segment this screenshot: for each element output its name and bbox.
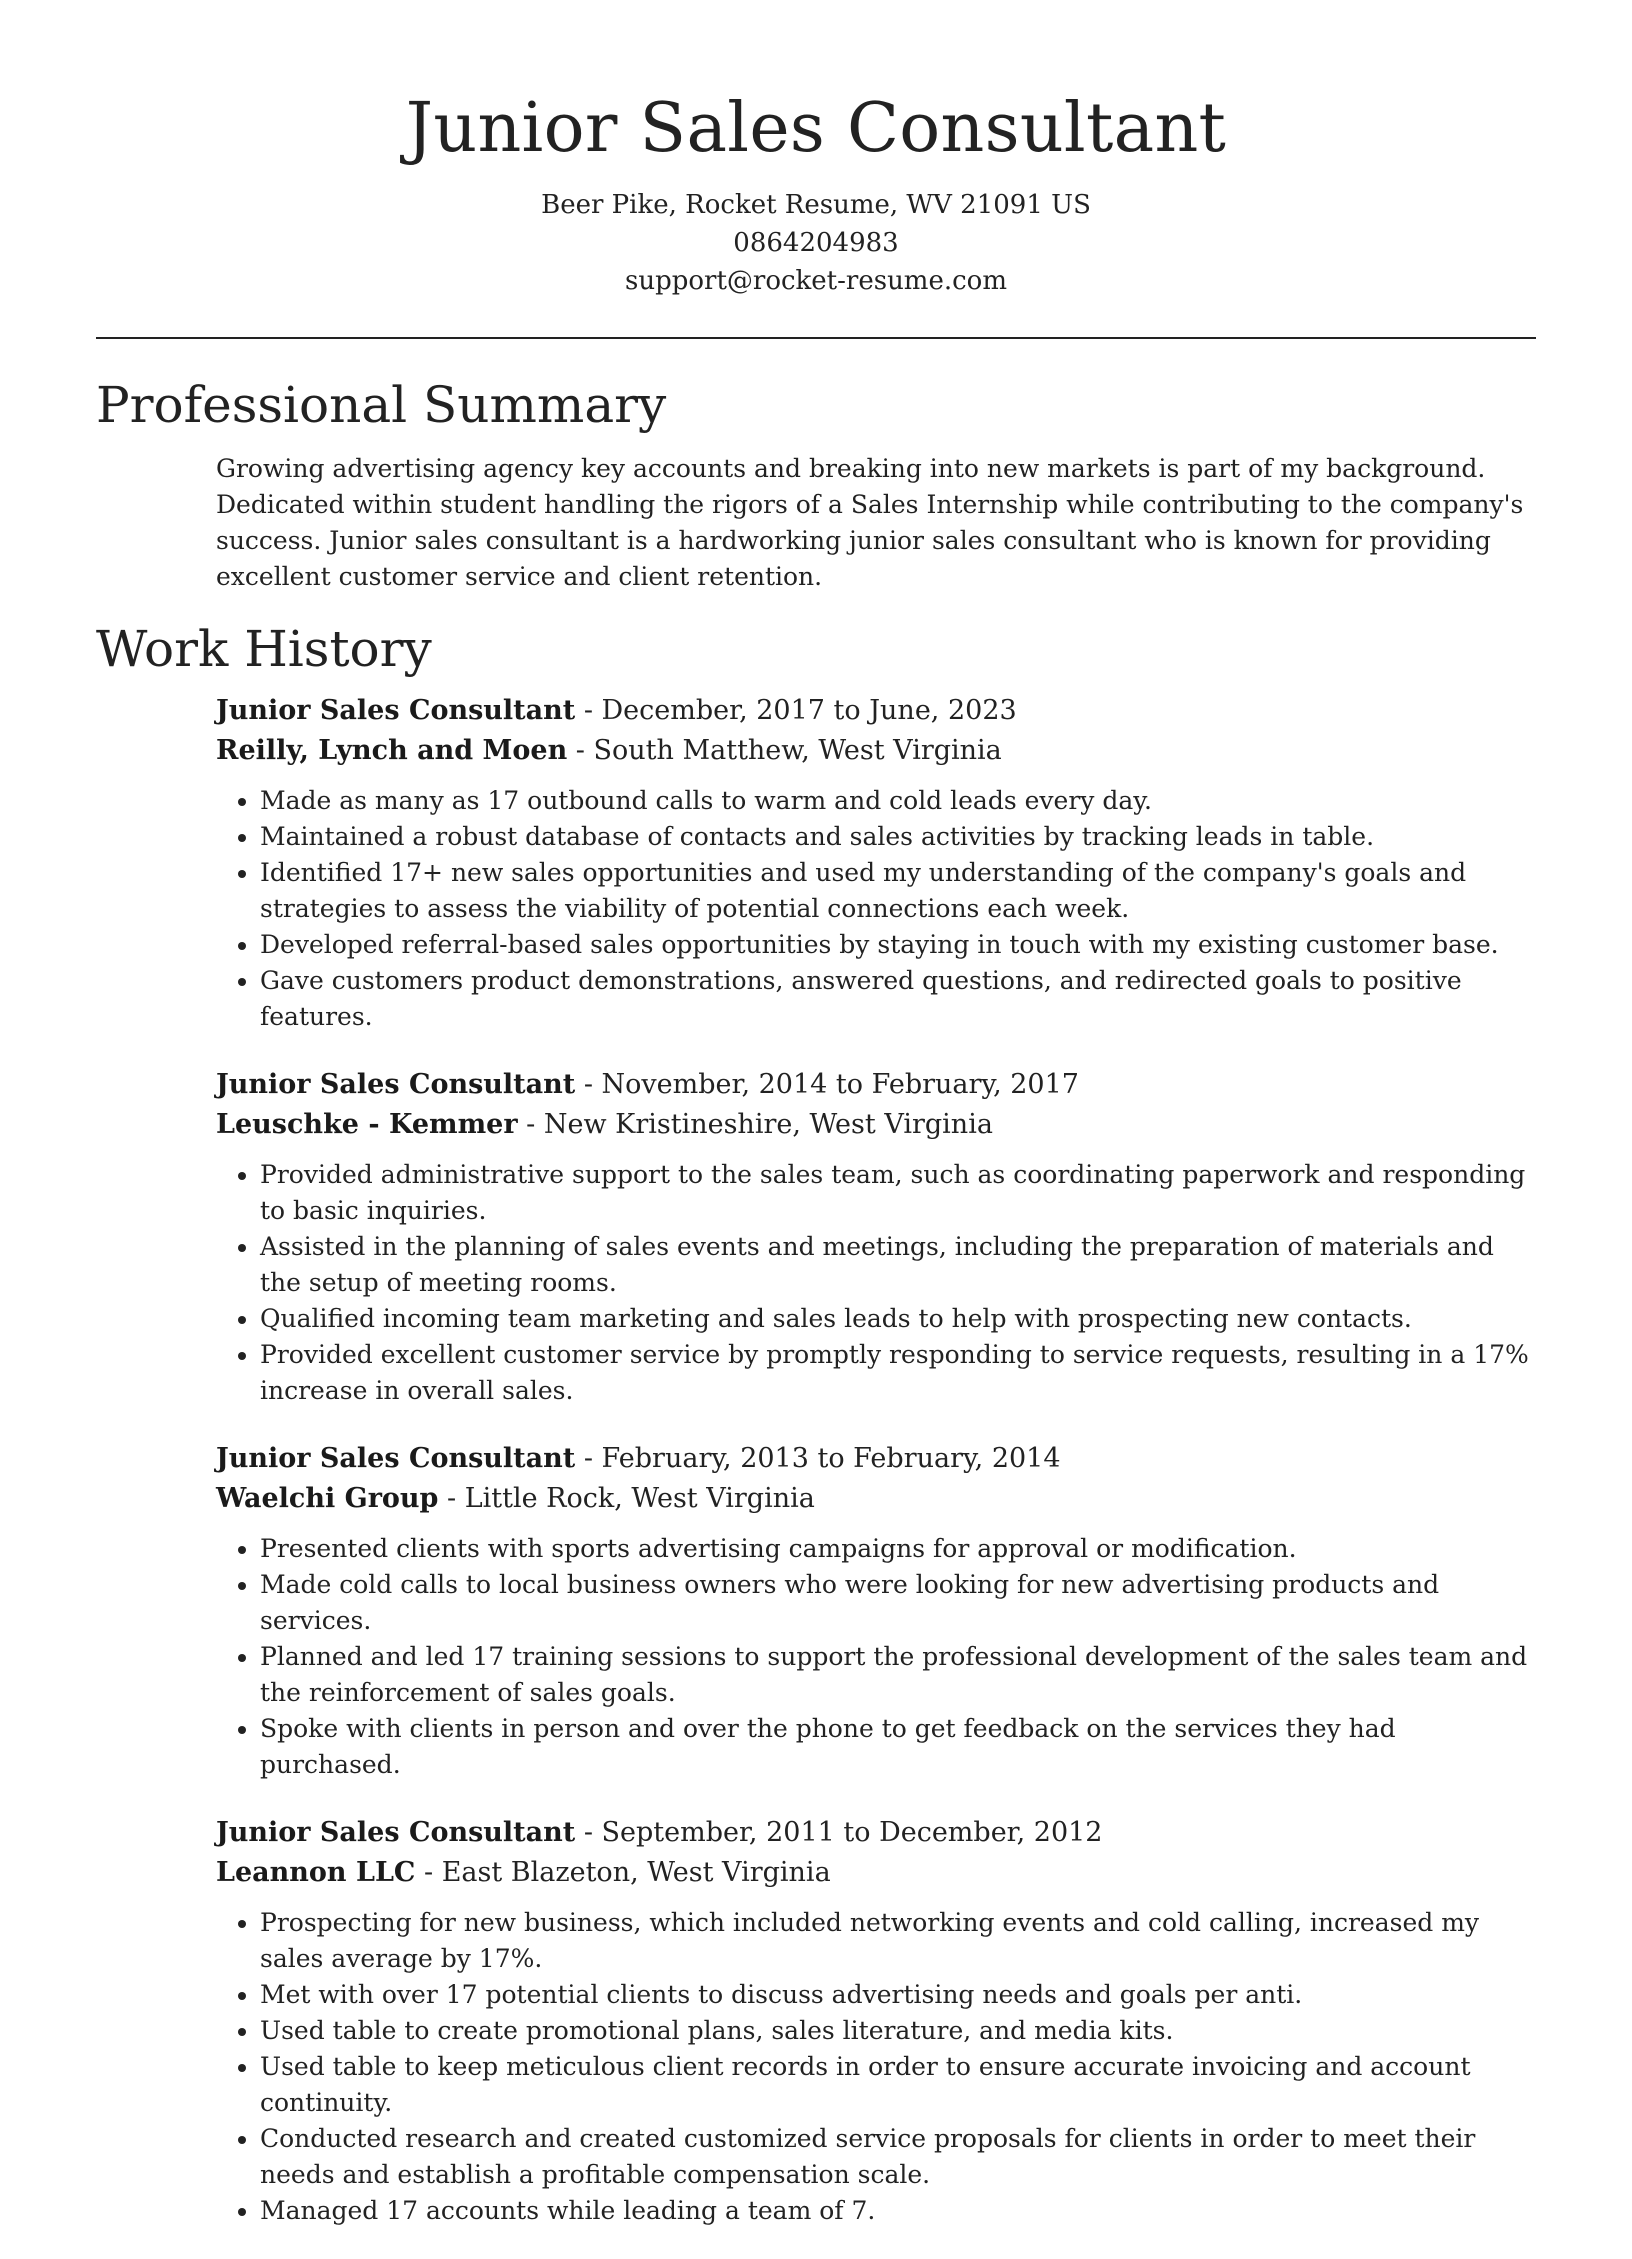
summary-text: Growing advertising agency key accounts and breaking into new markets is part of my background. Dedicated within student handling the rigors of a Sales Internship while contributing to the company's success. Junior sales consultant is a hardworking junior sales consultant who is known for providing excellent customer service and client retention. xyxy=(216,454,1524,591)
candidate-name: Junior Sales Consultant xyxy=(405,89,1227,168)
job-dates: - September, 2011 to December, 2012 xyxy=(575,1817,1103,1848)
job-company-line xyxy=(216,1479,1536,1519)
work-history-list xyxy=(216,691,1536,2229)
bullet-item: • Developed referral-based sales opportunities by staying in touch with my existing customer base. xyxy=(260,927,1536,963)
job-bullets xyxy=(216,1531,1536,1783)
bullet-item: • Planned and led 17 training sessions to support the professional development of the sales team and the reinforcement of sales goals. xyxy=(260,1639,1536,1711)
bullet-item: • Presented clients with sports advertising campaigns for approval or modification. xyxy=(260,1531,1536,1567)
job-entry xyxy=(216,1065,1536,1409)
company-location: - East Blazeton, West Virginia xyxy=(415,1857,831,1888)
bullet-item: • Made as many as 17 outbound calls to warm and cold leads every day. xyxy=(260,783,1536,819)
job-title: Junior Sales Consultant xyxy=(216,695,576,726)
bullet-item: • Conducted research and created customized service proposals for clients in order to meet their needs and establish a profitable compensation scale. xyxy=(260,2121,1536,2193)
bullet-item: • Assisted in the planning of sales events and meetings, including the preparation of materials and the setup of meeting rooms. xyxy=(260,1229,1536,1301)
bullet-item: • Maintained a robust database of contacts and sales activities by tracking leads in table. xyxy=(260,819,1536,855)
job-company-line xyxy=(216,1105,1536,1145)
job-entry xyxy=(216,1813,1536,2229)
job-title: Junior Sales Consultant xyxy=(216,1443,576,1474)
job-dates: - December, 2017 to June, 2023 xyxy=(575,695,1017,726)
bullet-item: • Provided excellent customer service by promptly responding to service requests, resulting in a 17% increase in overall sales. xyxy=(260,1337,1536,1409)
resume-header xyxy=(96,0,1536,300)
company-name: Reilly, Lynch and Moen xyxy=(216,735,568,766)
bullet-item: • Made cold calls to local business owners who were looking for new advertising products and services. xyxy=(260,1567,1536,1639)
job-title-line xyxy=(216,691,1536,731)
contact-block xyxy=(96,186,1536,300)
bullet-item: • Used table to create promotional plans, sales literature, and media kits. xyxy=(260,2013,1536,2049)
work-history-heading: Work History xyxy=(96,620,432,678)
bullet-item: • Provided administrative support to the sales team, such as coordinating paperwork and responding to basic inquiries. xyxy=(260,1157,1536,1229)
job-entry xyxy=(216,691,1536,1035)
bullet-item: • Met with over 17 potential clients to discuss advertising needs and goals per anti. xyxy=(260,1977,1536,2013)
bullet-item: • Spoke with clients in person and over the phone to get feedback on the services they had purchased. xyxy=(260,1711,1536,1783)
job-dates: - November, 2014 to February, 2017 xyxy=(575,1069,1079,1100)
job-company-line xyxy=(216,1853,1536,1893)
job-title-line xyxy=(216,1813,1536,1853)
bullet-item: • Used table to keep meticulous client records in order to ensure accurate invoicing and account continuity. xyxy=(260,2049,1536,2121)
header-divider xyxy=(96,337,1536,339)
job-title-line xyxy=(216,1439,1536,1479)
company-location: - New Kristineshire, West Virginia xyxy=(517,1109,993,1140)
summary-heading: Professional Summary xyxy=(96,376,667,434)
bullet-item: • Managed 17 accounts while leading a team of 7. xyxy=(260,2193,1536,2229)
bullet-item: • Qualified incoming team marketing and sales leads to help with prospecting new contacts. xyxy=(260,1301,1536,1337)
resume-page xyxy=(96,0,1536,2259)
job-title: Junior Sales Consultant xyxy=(216,1817,576,1848)
bullet-item: • Prospecting for new business, which included networking events and cold calling, increased my sales average by 17%. xyxy=(260,1905,1536,1977)
job-title-line xyxy=(216,1065,1536,1105)
job-bullets xyxy=(216,783,1536,1035)
company-name: Waelchi Group xyxy=(216,1483,439,1514)
job-dates: - February, 2013 to February, 2014 xyxy=(575,1443,1061,1474)
bullet-item: • Identified 17+ new sales opportunities and used my understanding of the company's goals and strategies to assess the viability of potential connections each week. xyxy=(260,855,1536,927)
job-company-line xyxy=(216,731,1536,771)
company-location: - South Matthew, West Virginia xyxy=(567,735,1002,766)
bullet-item: • Gave customers product demonstrations, answered questions, and redirected goals to positive features. xyxy=(260,963,1536,1035)
email: support@rocket-resume.com xyxy=(624,266,1007,296)
job-entry xyxy=(216,1439,1536,1783)
company-name: Leuschke - Kemmer xyxy=(216,1109,518,1140)
job-title: Junior Sales Consultant xyxy=(216,1069,576,1100)
company-name: Leannon LLC xyxy=(216,1857,416,1888)
job-bullets xyxy=(216,1905,1536,2229)
company-location: - Little Rock, West Virginia xyxy=(438,1483,815,1514)
job-bullets xyxy=(216,1157,1536,1409)
address: Beer Pike, Rocket Resume, WV 21091 US xyxy=(541,190,1091,220)
phone: 0864204983 xyxy=(733,228,899,258)
